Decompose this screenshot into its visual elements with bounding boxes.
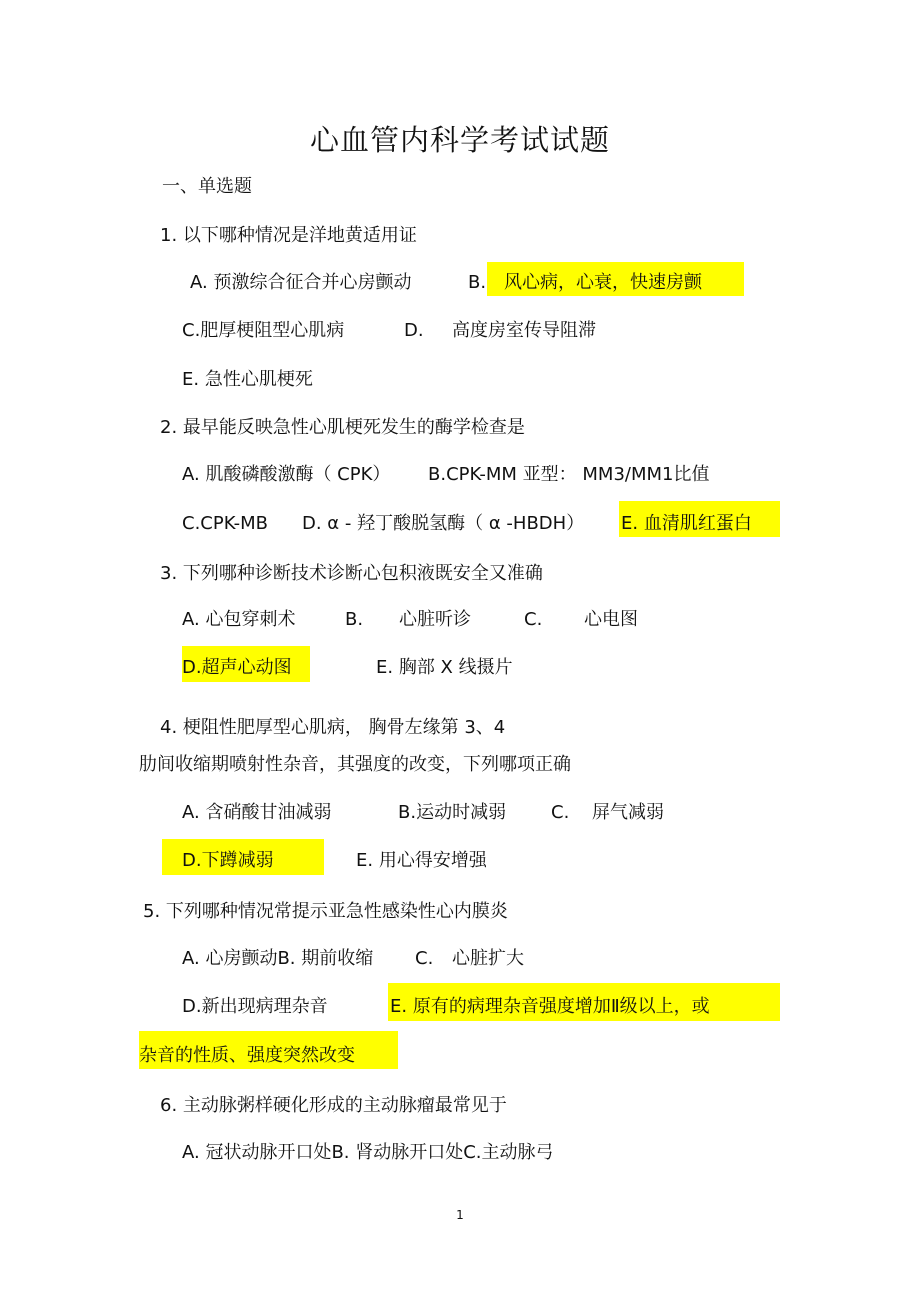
question-3-option-d: D.超声心动图 xyxy=(182,657,292,678)
question-2-option-b: B.CPK-MM 亚型： MM3/MM1比值 xyxy=(428,464,710,485)
question-4-stem-line-2: 肋间收缩期喷射性杂音，其强度的改变，下列哪项正确 xyxy=(139,754,571,775)
question-1-option-d-text: 高度房室传导阻滞 xyxy=(452,320,596,341)
question-5-option-e-line-2: 杂音的性质、强度突然改变 xyxy=(139,1045,355,1066)
question-3-option-c-text: 心电图 xyxy=(584,609,638,630)
question-4-option-e: E. 用心得安增强 xyxy=(356,850,487,871)
question-1-option-c: C.肥厚梗阻型心肌病 xyxy=(182,320,345,341)
question-3-option-a: A. 心包穿刺术 xyxy=(182,609,296,630)
question-4-stem-line-1: 4. 梗阻性肥厚型心肌病， 胸骨左缘第 3、4 xyxy=(160,717,506,738)
question-5-option-d: D.新出现病理杂音 xyxy=(182,996,328,1017)
section-heading: 一、单选题 xyxy=(162,176,252,197)
question-2-option-e: E. 血清肌红蛋白 xyxy=(621,513,752,534)
question-3-option-b-text: 心脏听诊 xyxy=(399,609,471,630)
question-6-options: A. 冠状动脉开口处B. 肾动脉开口处C.主动脉弓 xyxy=(182,1142,554,1163)
question-5-option-e-line-1: E. 原有的病理杂音强度增加Ⅱ级以上，或 xyxy=(390,996,710,1017)
question-6-stem: 6. 主动脉粥样硬化形成的主动脉瘤最常见于 xyxy=(160,1095,507,1116)
question-1-option-b-text: 风心病，心衰，快速房颤 xyxy=(504,272,702,293)
question-1-option-e: E. 急性心肌梗死 xyxy=(182,369,313,390)
question-1-option-a: A. 预激综合征合并心房颤动 xyxy=(190,272,412,293)
question-3-stem: 3. 下列哪种诊断技术诊断心包积液既安全又准确 xyxy=(160,563,543,584)
question-3-option-b-letter: B. xyxy=(345,609,364,630)
page-number: 1 xyxy=(456,1208,464,1222)
exam-title: 心血管内科学考试试题 xyxy=(309,123,610,157)
question-1-option-b-letter: B. xyxy=(468,272,487,293)
question-3-option-e: E. 胸部 X 线摄片 xyxy=(376,657,513,678)
question-4-option-a: A. 含硝酸甘油减弱 xyxy=(182,802,332,823)
question-1-option-d-letter: D. xyxy=(404,320,424,341)
question-4-option-b: B.运动时减弱 xyxy=(398,802,507,823)
question-5-stem: 5. 下列哪种情况常提示亚急性感染性心内膜炎 xyxy=(143,901,508,922)
question-5-options-a-b: A. 心房颤动B. 期前收缩 xyxy=(182,948,374,969)
question-5-option-c-text: 心脏扩大 xyxy=(452,948,524,969)
question-2-stem: 2. 最早能反映急性心肌梗死发生的酶学检查是 xyxy=(160,417,525,438)
question-1-stem: 1. 以下哪种情况是洋地黄适用证 xyxy=(160,225,417,246)
question-3-option-c-letter: C. xyxy=(524,609,543,630)
question-5-option-c-letter: C. xyxy=(415,948,434,969)
question-4-option-c-letter: C. xyxy=(551,802,570,823)
question-4-option-c-text: 屏气减弱 xyxy=(592,802,664,823)
question-2-option-a: A. 肌酸磷酸激酶（ CPK） xyxy=(182,464,391,485)
question-2-option-d: D. α - 羟丁酸脱氢酶（ α -HBDH） xyxy=(302,513,585,534)
question-2-option-c: C.CPK-MB xyxy=(182,513,269,534)
question-4-option-d: D.下蹲减弱 xyxy=(182,850,274,871)
